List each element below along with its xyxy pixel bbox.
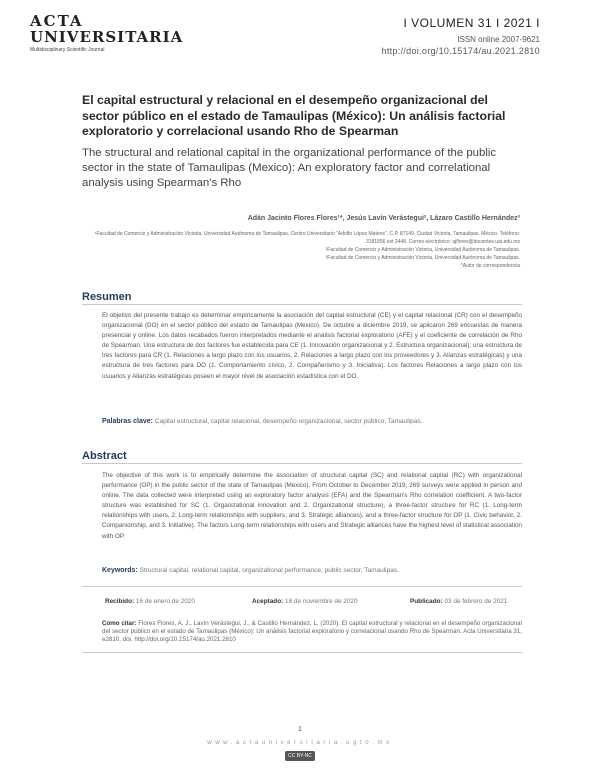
author-list: Adán Jacinto Flores Flores¹*, Jesús Lavín Verástegui², Lázaro Castillo Hernández³ (247, 215, 520, 222)
footer-url-link[interactable]: www.actauniversitaria.ugto.mx (207, 740, 393, 746)
journal-logo (30, 12, 184, 62)
palabras-clave-label: Palabras clave: (102, 418, 153, 425)
volume-label: I VOLUMEN 31 I 2021 I (403, 16, 540, 30)
keywords (102, 567, 522, 574)
affiliation-1: ¹Facultad de Comercio y Administración Victoria, Universidad Autónoma de Tamaulipas. Centro Universitario "Adolfo López Mateos", C.P. 87149, Ciudad Victoria, Tamaulipas, México. Teléfono: 3181856 ext 2448. Correo electrónico: ajflores@docentes.uat.edu.mx (94, 231, 520, 245)
doi-link[interactable]: http://doi.org/10.15174/au.2021.2810 (381, 46, 540, 56)
logo-text-acta: ACTA (30, 12, 84, 30)
title-english: The structural and relational capital in the organizational performance of the public sector in the state of Tamaulipas (Mexico): An exploratory factor and correlational analysis using Spearman's Rho (82, 147, 497, 189)
citation-block (102, 620, 522, 644)
abstract-body: The objective of this work is to empirically determine the association of structural capital (SC) and relational capital (RC) with organizational performance (OP) in the public sector of the state of Tamaulipas (Mexico). From October to December 2019, 269 surveys were applied in person and online. The data collected were interpreted using an exploratory factor analysis (EFA) and the Spearman's Rho correlation coefficient. A two-factor structure was established for SC (1. Organizational innovation and 2. Organizational structure), a three-factor structure for RC (1. Long-term relationships with users, 2. Long-term relationships with suppliers, and 3. Strategic alliances), and a three-factor structure for OP (1. Civic behavior, 2. Companionship, and 3. Initiative). The factors Long-term relationships with users and Strategic alliances have the highest level of statistical association with OP. (102, 472, 522, 540)
logo-tagline: Multidisciplinary Scientific Journal (30, 47, 105, 53)
issn-label: ISSN online 2007-9621 (457, 35, 540, 44)
divider (82, 304, 522, 305)
palabras-clave-text: Capital estructural, capital relacional, desempeño organizacional, sector público, Tamaulipas. (154, 418, 423, 425)
title-spanish: El capital estructural y relacional en el desempeño organizacional del sector público en el estado de Tamaulipas (México): Un análisis factorial exploratorio y correlacional usando Rho de Spearman (82, 93, 506, 138)
corresponding-author-note: *Autor de correspondencia (460, 263, 520, 269)
divider (82, 586, 522, 587)
affiliation-3: ³Facultad de Comercio y Administración Victoria, Universidad Autónoma de Tamaulipas. (325, 255, 520, 261)
affiliation-2: ²Facultad de Comercio y Administración Victoria, Universidad Autónoma de Tamaulipas. (325, 247, 520, 253)
accepted-date (252, 598, 358, 605)
keywords-text: Structural capital, relational capital, organizational performance, public sector, Tamaulipas. (139, 567, 399, 574)
palabras-clave (102, 418, 522, 425)
received-value: 16 de enero de 2020 (135, 598, 195, 605)
published-date (410, 598, 507, 605)
citation-text: Flores Flores, A. J., Lavín Verástegui, J., & Castillo Hernández, L. (2020). El capital estructural y relacional en el desempeño organizacional del sector público en el estado de Tamaulipas (México): Un análisis factorial exploratorio y correlacional usando Rho de Spearman. Acta Universitaria 31, e2810. doi. http://doi.org/10.15174/au.2021.2810 (102, 620, 522, 644)
page-number: 1 (298, 726, 302, 733)
published-label: Publicado: (410, 598, 443, 605)
accepted-value: 18 de noviembre de 2020 (285, 598, 358, 605)
resumen-body: El objetivo del presente trabajo es determinar empíricamente la asociación del capital estructural (CE) y el capital relacional (CR) con el desempeño organizacional (DO) en el sector público del estado de Tamaulipas (México). De octubre a diciembre 2019, se aplicaron 269 encuestas de manera presencial y online. Los datos recabados fueron interpretados mediante el análisis factorial exploratorio (AFE) y el coeficiente de correlación de Rho de Spearman. Una estructura de dos factores fue establecida para CE (1. Innovación organizacional y 2. Estructura organizacional); una estructura de tres factores para CR (1. Relaciones a largo plazo con los usuarios, 2. Relaciones a largo plazo con los proveedores y 3. Alianzas estratégicas) y una estructura de tres factores para DO (1. Comportamiento cívico, 2. Compañerismo y 3. Iniciativa). Los factores Relaciones a largo plazo con los usuarios y Alianzas estratégicas poseen el mayor nivel de asociación estadística con el DO. (102, 312, 522, 380)
accepted-label: Aceptado: (252, 598, 284, 605)
citation-label: Como citar: (102, 620, 137, 627)
received-date (105, 598, 195, 605)
logo-text-universitaria: UNIVERSITARIA (30, 28, 184, 46)
license-badge[interactable]: CC BY-NC (285, 751, 315, 761)
received-label: Recibido: (105, 598, 135, 605)
resumen-heading: Resumen (82, 291, 132, 303)
keywords-label: Keywords: (102, 567, 138, 574)
published-value: 03 de febrero de 2021 (444, 598, 508, 605)
divider (82, 652, 522, 653)
divider (82, 463, 522, 464)
abstract-heading: Abstract (82, 450, 127, 462)
